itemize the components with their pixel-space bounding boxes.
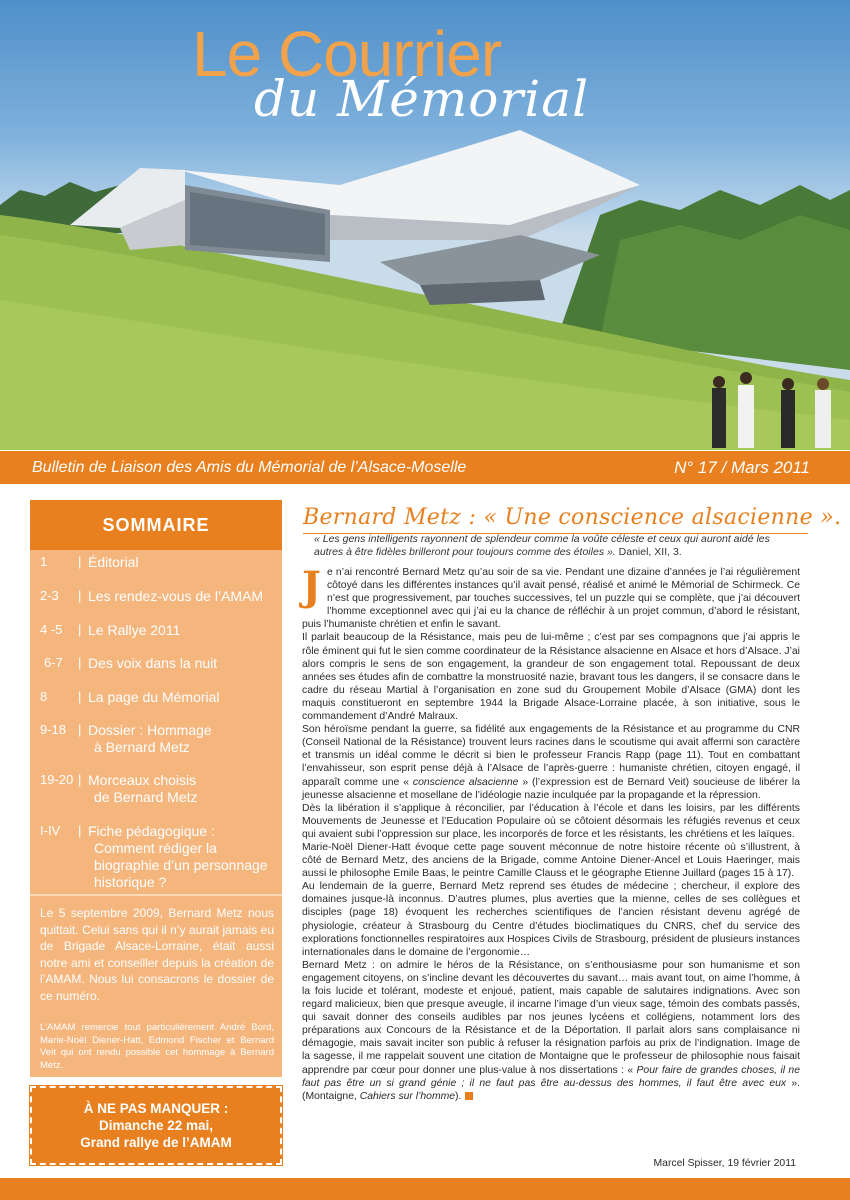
toc-pages: 6-7	[44, 655, 63, 670]
toc-label: Fiche pédagogique :	[88, 823, 215, 839]
author-signature: Marcel Spisser, 19 février 2011	[653, 1158, 796, 1169]
paragraph: Je n’ai rencontré Bernard Metz qu’au soir de sa vie. Pendant une dizaine d’années je l’ai régulièrement côtoyé dans les différentes instances qu’il avait pensé, réalisé et animé le Mémorial de Schirmeck. Ce n’est que progressivement, par touches successives, tel un puzzle qui se complète, que j’ai découvert l’homme exceptionnel avec qui j’ai eu la chance de réfléchir à un projet commun, d’abord le résistant, puis l’humaniste chrétien et enfin le savant.	[302, 563, 800, 631]
thanks-note: L’AMAM remercie tout particulièrement André Bord, Marie-Noël Diener-Hatt, Edmond Fischer et Bernard Veit qui ont rendu possible cet hommage à Bernard Metz.	[40, 1022, 274, 1071]
paragraph: Bernard Metz : on admire le héros de la Résistance, on s’enthousiasme pour son humanisme et son engagement citoyens, on s’incline devant les découvertes du savant… mais avant tout, on aime l’homme, à la fois lucide et tolérant, modeste et enjoué, patient, mais capable de salutaires indignations. Avec son regard malicieux, bien que presque aveugle, il incarne l’image d’un vieux sage, témoin des combats passés, qui savait donner des conseils audibles par nos jeunes lycéens et collégiens, notamment lors des préparations aux Concours de la Résistance et de la Déportation. Il parlait alors sans complaisance ni démagogie, mais savait inciter son public à refuser la résignation parfois au prix de l’indignation. Image de la sagesse, il me rappelait souvent une citation de Montaigne que le professeur de philosophie nous faisait apprendre par cœur pour donner une plus-value à nos dissertations : « Pour faire de grandes choses, il ne faut pas être un si grand génie ; il ne faut pas être au-dessus des hommes, il faut être avec eux ». (Montaigne, Cahiers sur l’homme).	[302, 959, 800, 1102]
masthead-title: Le Courrier	[192, 18, 502, 90]
paragraph: Dès la libération il s’applique à réconcilier, par l’éducation à l’école et dans les loisirs, par les différents Mouvements de Jeunesse et l’Education Populaire où se côtoient désormais les réfugiés revenus et ceux qui avaient subi l’oppression sur place, les incorporés de force et les résistants, les chrétiens et les laïques.	[302, 802, 800, 840]
paragraph: Son héroïsme pendant la guerre, sa fidélité aux engagements de la Résistance et au programme du CNR (Conseil National de la Résistance) trouvent leurs racines dans le scoutisme qui avait affermi son caractère et transmis un idéal comme le décrit si bien le professeur Francis Rapp (page 11). Tout en combattant l’envahisseur, son esprit pense déjà à l’Alsace de l’après-guerre : humaniste chrétien, citoyen engagé, il apparaît comme une « conscience alsacienne » (l’expression est de Bernard Veit) soucieuse de libérer la jeunesse alsacienne et mosellane de l’idéologie nazie inculquée par la propagande et la répression.	[302, 724, 800, 801]
toc-pages: 1	[40, 554, 48, 569]
issue-number: N° 17 / Mars 2011	[674, 457, 810, 477]
event-callout[interactable]	[30, 1086, 282, 1165]
toc-item-fiche[interactable]: I-IV | Fiche pédagogique : Comment rédiger la biographie d’un personnage historique ?	[30, 823, 282, 891]
sommaire-heading: SOMMAIRE	[102, 514, 210, 535]
toc-item-rendez-vous[interactable]: 2-3 | Les rendez-vous de l’AMAM	[30, 588, 282, 605]
callout-event: Grand rallye de l’AMAM	[80, 1135, 232, 1150]
toc-pages: 19-20	[40, 772, 74, 787]
toc-pages: 9-18	[40, 722, 67, 737]
toc-label: à Bernard Metz	[94, 739, 190, 755]
article-title: Bernard Metz : « Une conscience alsacienne ».	[303, 505, 842, 530]
toc-item-rallye[interactable]: 4 -5 | Le Rallye 2011	[30, 622, 282, 639]
epigraph-quote: « Les gens intelligents rayonnent de splendeur comme la voûte céleste et ceux qui auront aidé les autres à être fidèles brilleront pour toujours comme des étoiles ».	[314, 533, 770, 559]
paragraph: Il parlait beaucoup de la Résistance, mais peu de lui-même ; c’est par ses compagnons que j’ai appris le rôle éminent qui fut le sien comme coordinateur de la Résistance alsacienne en Alsace et hors d’Alsace. J’ai alors compris le sens de son engagement, la grandeur de son engagement total. Repoussant de deux années ses études afin de combattre la monstruosité nazie, bravant tous les dangers, il se consacre dans le cadre du réseau Martial à l’organisation en zone sud du Groupement Mobile d’Alsace (GMA) dont les maquis constitueront en septembre 1944 la Brigade Alsace-Lorraine placée, à son initiative, sous le commandement d’André Malraux.	[302, 632, 800, 723]
toc-label: Les rendez-vous de l’AMAM	[88, 588, 264, 604]
cover-photo	[0, 0, 850, 450]
toc-label: Éditorial	[88, 554, 139, 570]
toc-item-morceaux[interactable]: 19-20 | Morceaux choisis de Bernard Metz	[30, 772, 282, 806]
toc-label: Le Rallye 2011	[88, 622, 181, 638]
toc-pages: 8	[40, 689, 48, 704]
masthead-subtitle: du Mémorial	[254, 70, 590, 128]
paragraph: Marie-Noël Diener-Hatt évoque cette page souvent méconnue de notre histoire récente où s’illustrent, à côté de Bernard Metz, des anciens de la Brigade, comme Antoine Diener-Ancel et Louis Haeringer, mais aussi le philosophe Emile Baas, le peintre Camille Clauss et le géographe Etienne Juillard (pages 15 à 17).	[302, 841, 800, 880]
toc-item-dossier[interactable]: 9-18 | Dossier : Hommage à Bernard Metz	[30, 722, 282, 756]
toc-pages: I-IV	[40, 823, 61, 838]
toc-pages: 2-3	[40, 588, 59, 603]
article-body	[302, 563, 800, 1103]
sommaire-header	[30, 500, 282, 550]
toc-label: Des voix dans la nuit	[88, 655, 218, 671]
callout-heading: À NE PAS MANQUER :	[83, 1101, 229, 1116]
bulletin-label: Bulletin de Liaison des Amis du Mémorial de l’Alsace-Moselle	[32, 458, 467, 476]
toc-label: Dossier : Hommage	[88, 722, 212, 738]
sommaire-divider	[30, 894, 282, 896]
toc-label: historique ?	[94, 874, 167, 890]
epigraph-reference: Daniel, XII, 3.	[615, 546, 682, 559]
footer-band	[0, 1178, 850, 1200]
toc-label: Comment rédiger la	[94, 840, 217, 856]
callout-date: Dimanche 22 mai,	[98, 1118, 214, 1133]
end-mark-icon	[465, 1092, 473, 1100]
issue-band	[0, 451, 850, 484]
toc-item-page-memorial[interactable]: 8 | La page du Mémorial	[30, 689, 282, 706]
paragraph: Au lendemain de la guerre, Bernard Metz reprend ses études de médecine ; chercheur, il explore des domaines jusque-là inconnus. D’autres plumes, plus averties que la mienne, celles de ses collègues et disciples (page 18) évoquent les recherches scientifiques de l’ancien résistant devenu agrégé de physiologie, créateur à Strasbourg du Centre d’études bioclimatiques du CNRS, chef du service des explorations fonctionnelles respiratoires aux Hospices Civils de Strasbourg, président de plusieurs instances internationales dans le domaine de l’ergonomie…	[302, 881, 800, 958]
toc-label: La page du Mémorial	[88, 689, 220, 705]
table-of-contents	[30, 500, 282, 1077]
toc-item-editorial[interactable]: 1 | Éditorial	[30, 554, 282, 571]
toc-pages: 4 -5	[40, 622, 63, 637]
toc-label: Morceaux choisis	[88, 772, 197, 788]
toc-label: biographie d’un personnage	[94, 857, 268, 873]
toc-label: de Bernard Metz	[94, 789, 198, 805]
toc-item-voix-nuit[interactable]: 6-7 | Des voix dans la nuit	[30, 655, 282, 672]
epigraph	[314, 533, 798, 559]
tribute-note: Le 5 septembre 2009, Bernard Metz nous quittait. Celui sans qui il n’y aurait jamais eu de Brigade Alsace-Lorraine, était aussi notre ami et conseiller depuis la création de l’AMAM. Nous lui consacrons le dossier de ce numéro.	[40, 906, 274, 1003]
drop-cap: J	[302, 563, 321, 610]
